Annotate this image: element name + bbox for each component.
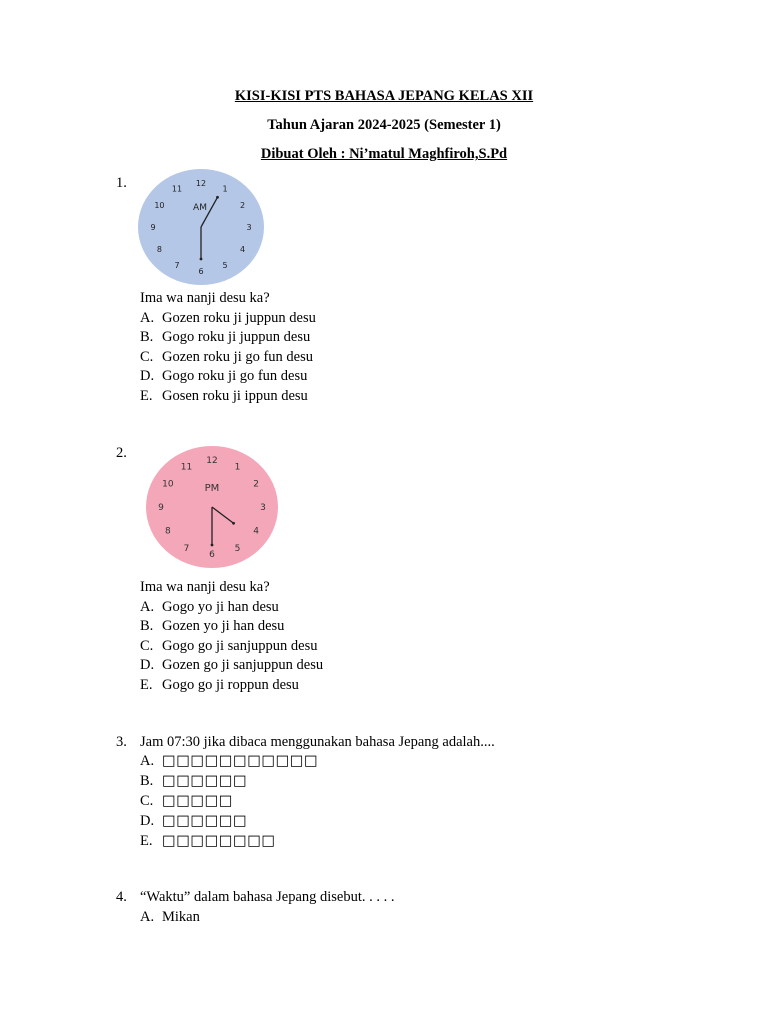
clock-number: 11 (171, 184, 183, 194)
option-letter: C. (140, 348, 154, 365)
option-text: □□□□□ (162, 793, 233, 809)
clock-number: 1 (222, 184, 228, 194)
q3-option-b (140, 773, 247, 790)
clock-hand-long-tip (200, 258, 203, 261)
q1-option-b (140, 329, 310, 346)
option-text: Gozen roku ji go fun desu (162, 348, 314, 365)
option-letter: A. (140, 310, 155, 326)
q1-clock-am (138, 169, 266, 285)
clock-number: 8 (156, 244, 162, 254)
option-text: Gogo roku ji juppun desu (162, 329, 311, 346)
q2-question: Ima wa nanji desu ka? (140, 579, 270, 595)
q2-option-a (140, 599, 279, 616)
clock-number: 5 (234, 543, 241, 554)
q1-option-a (140, 310, 316, 327)
option-text: □□□□□□ (162, 813, 248, 829)
option-letter: A. (140, 909, 155, 925)
clock-number: 12 (195, 178, 207, 188)
option-letter: A. (140, 599, 155, 615)
clock-period-label: AM (193, 203, 207, 213)
option-text: Gozen roku ji juppun desu (162, 310, 316, 326)
clock-hand-long-tip (211, 544, 214, 547)
option-letter: E. (140, 676, 153, 693)
clock-number: 6 (209, 550, 215, 561)
q3-option-a (140, 753, 318, 770)
option-text: □□□□□□□□□□□ (162, 753, 319, 769)
clock-number: 12 (206, 456, 218, 467)
option-letter: E. (140, 387, 153, 404)
q3-option-c (140, 793, 233, 810)
q4-option-a (140, 909, 200, 926)
option-letter: A. (140, 753, 155, 769)
clock-number: 4 (240, 244, 246, 254)
option-letter: D. (140, 368, 155, 385)
q3-number: 3. (116, 734, 127, 750)
q2-option-b (140, 618, 284, 635)
clock-number: 4 (253, 526, 260, 537)
q1-question: Ima wa nanji desu ka? (140, 290, 270, 306)
clock-number: 11 (180, 462, 193, 473)
q2-option-d (140, 657, 323, 674)
option-text: Gozen yo ji han desu (162, 618, 285, 635)
q1-option-c (140, 349, 313, 366)
q3-option-e (140, 833, 276, 850)
clock-number: 5 (222, 260, 228, 270)
clock-number: 2 (240, 200, 246, 210)
clock-number: 9 (158, 503, 164, 514)
option-letter: C. (140, 637, 154, 654)
option-text: Mikan (162, 909, 200, 925)
option-letter: B. (140, 329, 154, 346)
author-text: Dibuat Oleh : Ni’matul Maghfiroh,S.Pd (260, 146, 508, 162)
option-letter: E. (140, 833, 153, 849)
option-text: Gogo go ji sanjuppun desu (162, 637, 318, 654)
clock-number: 8 (164, 526, 171, 537)
option-text: Gogo go ji roppun desu (162, 676, 299, 693)
option-text: □□□□□□□□ (162, 833, 276, 849)
q2-clock-pm (146, 446, 278, 568)
q3-option-d (140, 813, 247, 830)
option-letter: B. (140, 618, 154, 635)
clock-number: 7 (174, 260, 180, 270)
option-letter: B. (140, 773, 154, 789)
clock-number: 2 (253, 479, 260, 490)
q1-number: 1. (116, 175, 127, 191)
q2-option-e (140, 677, 299, 694)
option-text: □□□□□□ (162, 773, 248, 789)
q4-question: “Waktu” dalam bahasa Jepang disebut. . . . . (140, 889, 395, 905)
option-text: Gogo yo ji han desu (162, 599, 279, 615)
clock-number: 3 (246, 222, 252, 232)
school-year: Tahun Ajaran 2024-2025 (Semester 1) (267, 117, 501, 133)
q1-option-e (140, 388, 308, 405)
option-text: Gosen roku ji ippun desu (162, 387, 308, 404)
q3-question: Jam 07:30 jika dibaca menggunakan bahasa Jepang adalah.... (140, 734, 495, 750)
clock-number: 10 (162, 479, 174, 490)
option-letter: D. (140, 657, 155, 674)
q2-number: 2. (116, 445, 127, 461)
clock-number: 1 (234, 462, 241, 473)
clock-number: 6 (198, 266, 204, 276)
option-letter: C. (140, 793, 154, 809)
doc-title (0, 88, 768, 105)
clock-period-label: PM (204, 483, 220, 494)
option-text: Gogo roku ji go fun desu (162, 368, 308, 385)
clock-number: 10 (154, 200, 165, 210)
clock-number: 7 (183, 543, 190, 554)
q1-option-d (140, 368, 307, 385)
option-text: Gozen go ji sanjuppun desu (162, 657, 324, 674)
q2-option-c (140, 638, 317, 655)
option-letter: D. (140, 813, 155, 829)
clock-hand-short-tip (216, 196, 219, 199)
doc-title-text: KISI-KISI PTS BAHASA JEPANG KELAS XII (234, 88, 534, 104)
author-line (0, 146, 768, 163)
clock-number: 3 (260, 503, 266, 514)
clock-number: 9 (150, 222, 156, 232)
clock-hand-short-tip (232, 522, 235, 525)
q4-number: 4. (116, 889, 127, 905)
